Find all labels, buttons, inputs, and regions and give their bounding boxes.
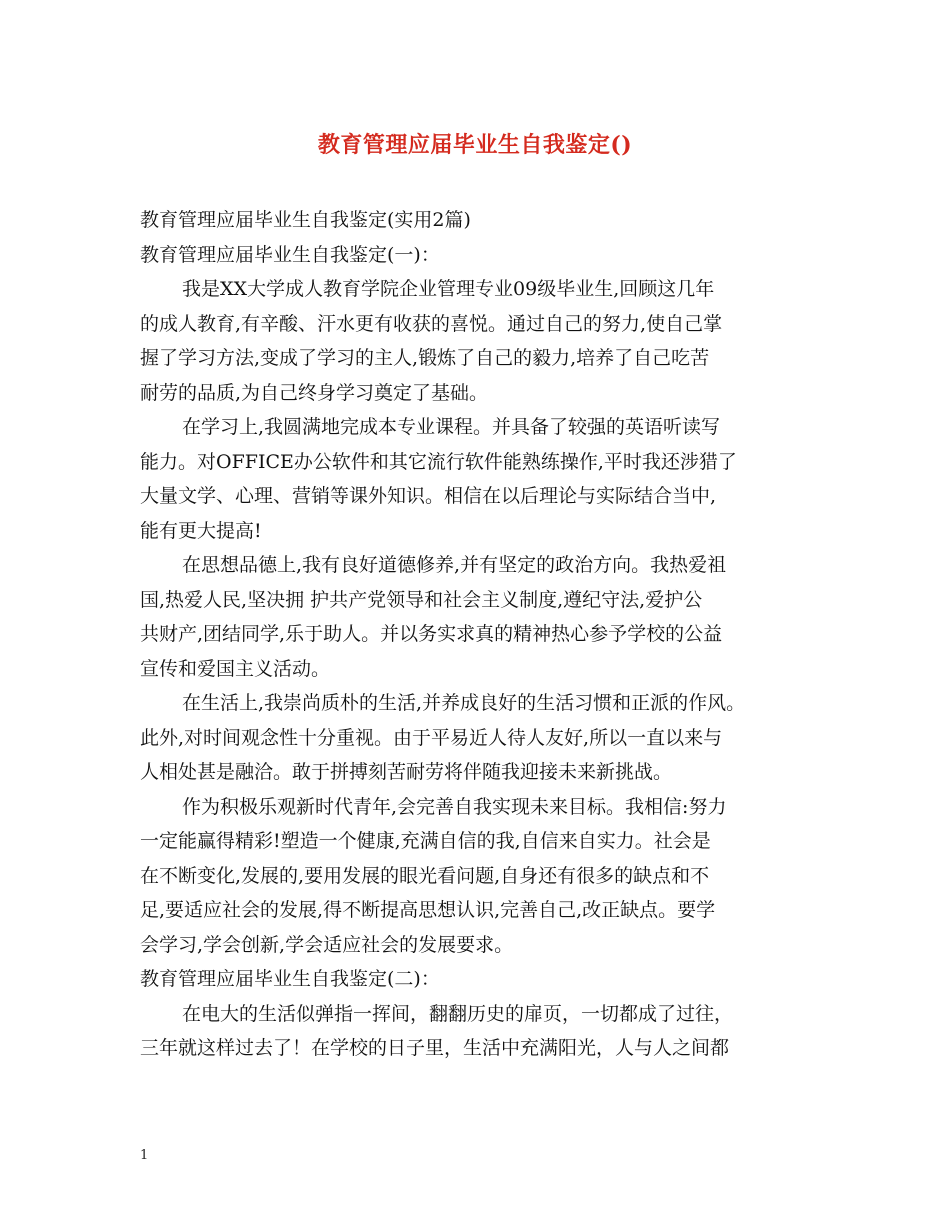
paragraph-line: 耐劳的品质,为自己终身学习奠定了基础。 [140, 381, 489, 404]
paragraph-line: 在生活上,我崇尚质朴的生活,并养成良好的生活习惯和正派的作风。 [182, 692, 746, 714]
paragraph-line: 大量文学、心理、营销等课外知识。相信在以后理论与实际结合当中, [140, 485, 717, 507]
paragraph-line: 足,要适应社会的发展,得不断提高思想认识,完善自己,改正缺点。要学 [140, 899, 716, 921]
page-number: 1 [140, 1148, 149, 1163]
paragraph-line: 宣传和爱国主义活动。 [140, 657, 331, 680]
section-heading: 教育管理应届毕业生自我鉴定(一)： [140, 243, 440, 266]
paragraph-line: 在不断变化,发展的,要用发展的眼光看问题,自身还有很多的缺点和不 [140, 864, 710, 887]
body-line: 教育管理应届毕业生自我鉴定(实用2篇) [140, 209, 471, 231]
paragraph-line: 握了学习方法,变成了学习的主人,锻炼了自己的毅力,培养了自己吃苦 [140, 347, 710, 369]
paragraph-line: 共财产,团结同学,乐于助人。并以务实求真的精神热心参予学校的公益 [140, 623, 723, 645]
paragraph-line: 在电大的生活似弹指一挥间，翻翻历史的扉页，一切都成了过往， [182, 1002, 734, 1025]
section-heading: 教育管理应届毕业生自我鉴定(二)： [140, 968, 440, 990]
paragraph-line: 三年就这样过去了！在学校的日子里，生活中充满阳光，人与人之间都 [140, 1037, 730, 1059]
paragraph-line: 作为积极乐观新时代青年,会完善自我实现未来目标。我相信:努力 [182, 795, 727, 818]
paragraph-line: 在思想品德上,我有良好道德修养,并有坚定的政治方向。我热爱祖 [182, 554, 727, 576]
paragraph-line: 的成人教育,有辛酸、汗水更有收获的喜悦。通过自己的努力,使自己掌 [140, 312, 723, 335]
paragraph-line: 会学习,学会创新,学会适应社会的发展要求。 [140, 933, 514, 956]
paragraph-line: 国,热爱人民,坚决拥 护共产党领导和社会主义制度,遵纪守法,爱护公 [140, 588, 703, 611]
paragraph-line: 我是XX大学成人教育学院企业管理专业09级毕业生,回顾这几年 [182, 278, 715, 300]
paragraph-line: 人相处甚是融洽。敢于拼搏刻苦耐劳将伴随我迎接未来新挑战。 [140, 761, 673, 783]
paragraph-line: 在学习上,我圆满地完成本专业课程。并具备了较强的英语听读写 [182, 416, 721, 438]
document-body [140, 203, 820, 1066]
paragraph-line: 能有更大提高! [140, 519, 262, 542]
paragraph-line: 一定能赢得精彩!塑造一个健康,充满自信的我,自信来自实力。社会是 [140, 830, 711, 852]
paragraph-line: 能力。对OFFICE办公软件和其它流行软件能熟练操作,平时我还涉猎了 [140, 450, 737, 473]
paragraph-line: 此外,对时间观念性十分重视。由于平易近人待人友好,所以一直以来与 [140, 726, 723, 749]
document-title: 教育管理应届毕业生自我鉴定() [317, 132, 633, 158]
